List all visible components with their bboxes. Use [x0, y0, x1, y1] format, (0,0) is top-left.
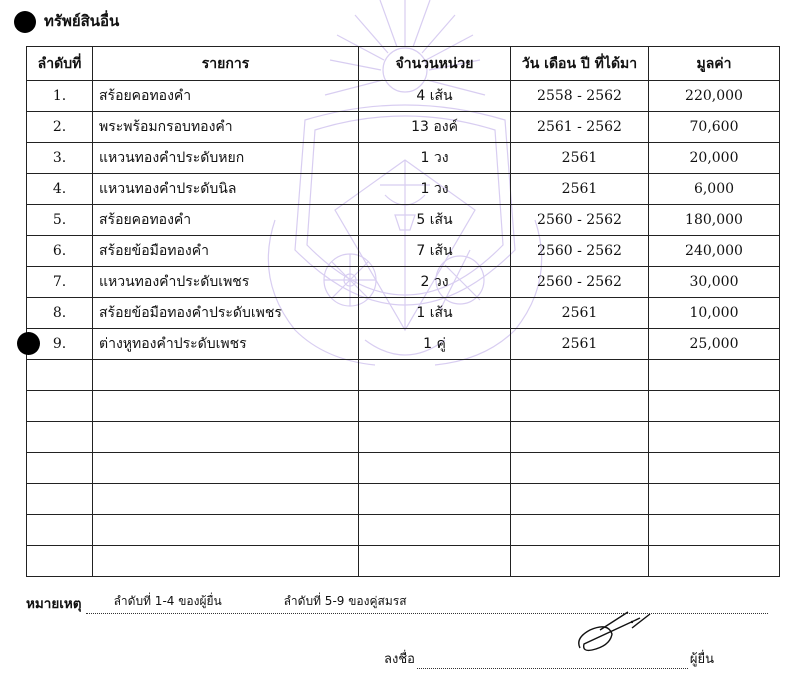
cell-index: 2.: [27, 112, 93, 143]
cell-value: 25,000: [649, 329, 780, 360]
cell-index: 9.: [27, 329, 93, 360]
cell-value: 180,000: [649, 205, 780, 236]
cell-quantity: 1 คู่: [359, 329, 511, 360]
cell-acquired: 2560 - 2562: [511, 205, 649, 236]
cell-quantity: 13 องค์: [359, 112, 511, 143]
cell-value: 240,000: [649, 236, 780, 267]
cell-item: พระพร้อมกรอบทองคำ: [93, 112, 359, 143]
cell-index: 1.: [27, 81, 93, 112]
cell-quantity: 7 เส้น: [359, 236, 511, 267]
cell-index: 6.: [27, 236, 93, 267]
remark-part-1: ลำดับที่ 1-4 ของผู้ยื่น: [113, 594, 222, 608]
empty-row: [27, 422, 780, 453]
cell-item: สร้อยข้อมือทองคำ: [93, 236, 359, 267]
empty-row: [27, 484, 780, 515]
sign-dotted-line: [417, 654, 688, 669]
cell-index: 7.: [27, 267, 93, 298]
table-row: [27, 143, 780, 174]
empty-row: [27, 391, 780, 422]
cell-value: 30,000: [649, 267, 780, 298]
cell-index: 3.: [27, 143, 93, 174]
cell-acquired: 2561: [511, 298, 649, 329]
header-acquired: วัน เดือน ปี ที่ได้มา: [511, 47, 649, 81]
cell-item: แหวนทองคำประดับนิล: [93, 174, 359, 205]
table-row: [27, 267, 780, 298]
table-row: [27, 236, 780, 267]
header-index: ลำดับที่: [27, 47, 93, 81]
cell-item: แหวนทองคำประดับเพชร: [93, 267, 359, 298]
cell-acquired: 2561: [511, 174, 649, 205]
table-row: [27, 174, 780, 205]
cell-acquired: 2561 - 2562: [511, 112, 649, 143]
header-value: มูลค่า: [649, 47, 780, 81]
cell-value: 20,000: [649, 143, 780, 174]
cell-quantity: 1 วง: [359, 143, 511, 174]
cell-item: สร้อยข้อมือทองคำประดับเพชร: [93, 298, 359, 329]
empty-row: [27, 515, 780, 546]
cell-acquired: 2561: [511, 143, 649, 174]
cell-quantity: 4 เส้น: [359, 81, 511, 112]
cell-value: 70,600: [649, 112, 780, 143]
empty-row: [27, 453, 780, 484]
cell-quantity: 1 วง: [359, 174, 511, 205]
assets-table: [26, 46, 780, 577]
table-row: [27, 112, 780, 143]
header-quantity: จำนวนหน่วย: [359, 47, 511, 81]
cell-quantity: 1 เส้น: [359, 298, 511, 329]
table-row: [27, 81, 780, 112]
cell-quantity: 5 เส้น: [359, 205, 511, 236]
cell-value: 6,000: [649, 174, 780, 205]
signature-line: [384, 648, 714, 669]
cell-index: 4.: [27, 174, 93, 205]
table-row: [27, 329, 780, 360]
cell-acquired: 2558 - 2562: [511, 81, 649, 112]
remark-dotted-line: [86, 595, 768, 614]
cell-item: ต่างหูทองคำประดับเพชร: [93, 329, 359, 360]
empty-row: [27, 546, 780, 577]
cell-value: 10,000: [649, 298, 780, 329]
cell-item: สร้อยคอทองคำ: [93, 205, 359, 236]
cell-quantity: 2 วง: [359, 267, 511, 298]
empty-row: [27, 360, 780, 391]
cell-item: แหวนทองคำประดับหยก: [93, 143, 359, 174]
table-row: [27, 205, 780, 236]
row-marker-bullet-icon: [17, 332, 40, 355]
section-title: ทรัพย์สินอื่น: [44, 12, 120, 30]
table-header-row: [27, 47, 780, 81]
table-row: [27, 298, 780, 329]
cell-item: สร้อยคอทองคำ: [93, 81, 359, 112]
sign-label: ลงชื่อ: [384, 652, 415, 667]
cell-acquired: 2560 - 2562: [511, 267, 649, 298]
remark-label: หมายเหตุ: [26, 596, 82, 612]
cell-acquired: 2560 - 2562: [511, 236, 649, 267]
sign-role: ผู้ยื่น: [689, 652, 714, 667]
cell-index: 5.: [27, 205, 93, 236]
cell-index: 8.: [27, 298, 93, 329]
cell-acquired: 2561: [511, 329, 649, 360]
cell-value: 220,000: [649, 81, 780, 112]
remark-part-2: ลำดับที่ 5-9 ของคู่สมรส: [283, 594, 407, 608]
section-bullet-icon: [14, 11, 36, 33]
header-item: รายการ: [93, 47, 359, 81]
